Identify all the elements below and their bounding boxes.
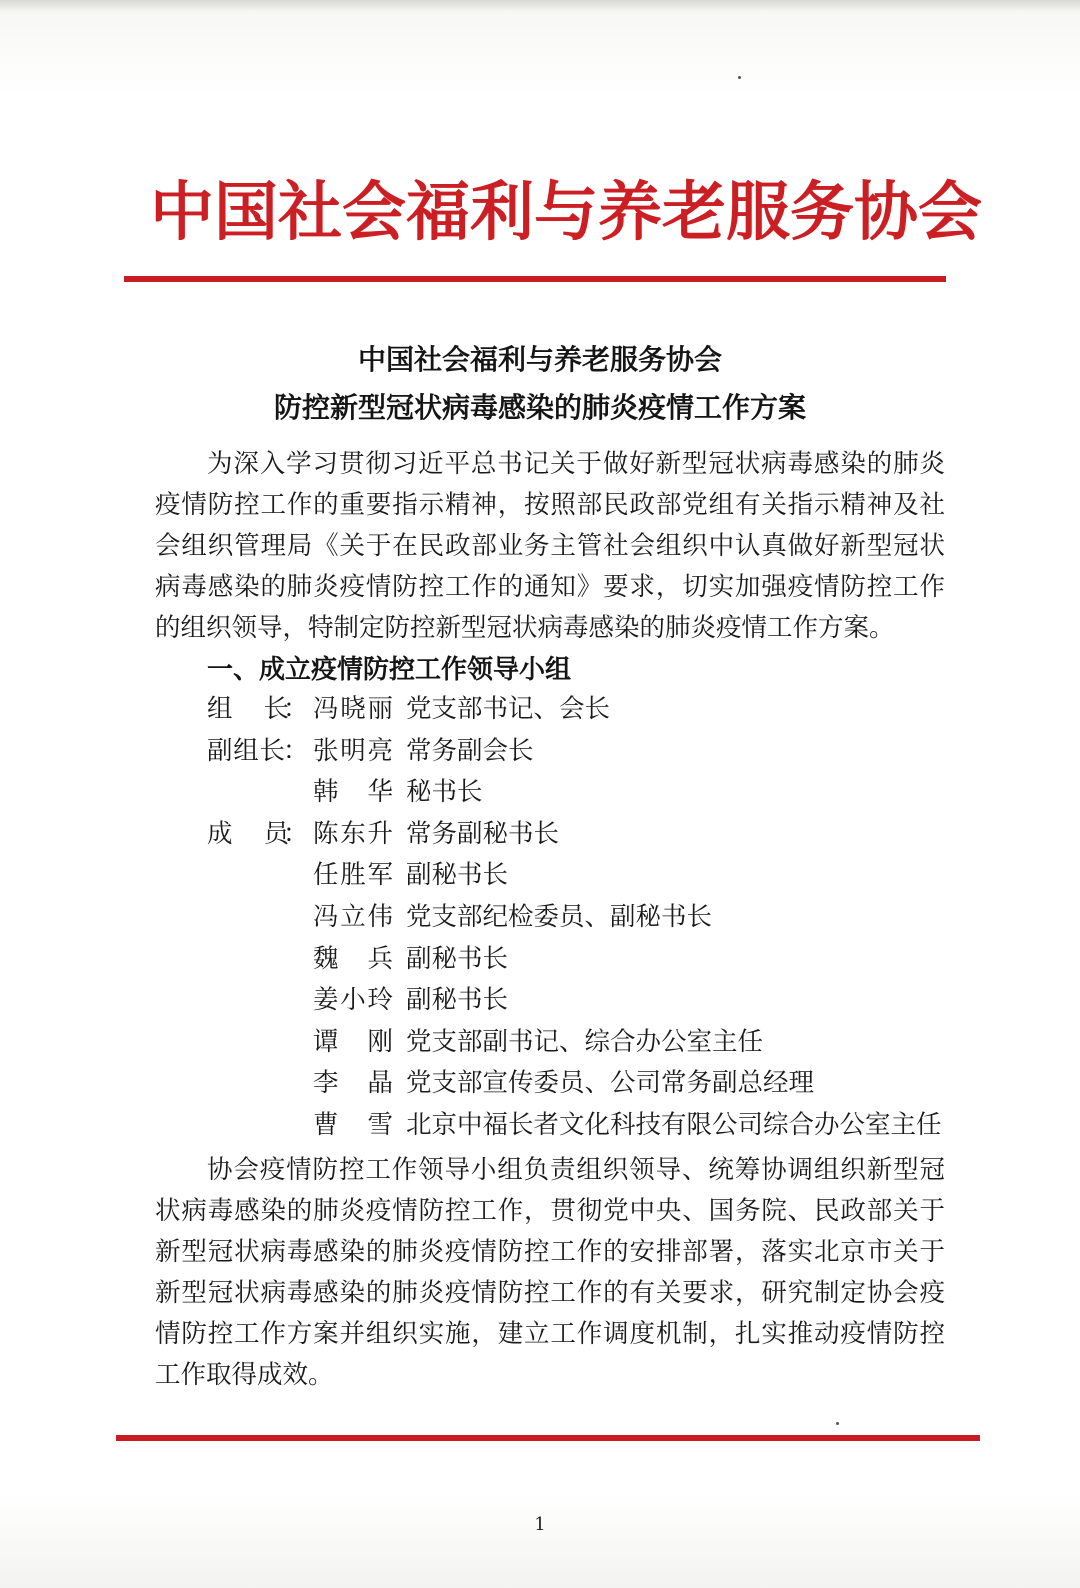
footer-red-rule [116, 1435, 980, 1441]
member-row [0, 1022, 1080, 1062]
member-name: 韩华 [313, 777, 393, 807]
member-name: 任胜军 [313, 860, 393, 890]
member-name: 谭刚 [313, 1027, 393, 1057]
member-title: 党支部书记、会长 [406, 694, 611, 724]
member-row [0, 1105, 1080, 1145]
member-title: 党支部副书记、综合办公室主任 [406, 1027, 764, 1057]
member-colon: ： [283, 694, 309, 724]
page-number: 1 [534, 1514, 546, 1535]
page-top-edge [0, 0, 1080, 12]
member-role: 成员 [207, 819, 289, 849]
member-row [0, 772, 1080, 812]
scan-speck [836, 1422, 839, 1425]
section-heading: 一、成立疫情防控工作领导小组 [207, 655, 572, 685]
letterhead-organization-name: 中国社会福利与养老服务协会 [150, 175, 982, 250]
member-name: 魏兵 [313, 944, 393, 974]
member-title: 北京中福长者文化科技有限公司综合办公室主任 [406, 1110, 942, 1140]
member-title: 党支部宣传委员、公司常务副总经理 [406, 1068, 815, 1098]
member-row [0, 980, 1080, 1020]
duty-paragraph: 协会疫情防控工作领导小组负责组织领导、统筹协调组织新型冠状病毒感染的肺炎疫情防控工作，贯彻党中央、国务院、民政部关于新型冠状病毒感染的肺炎疫情防控工作的安排部署，落实北京市关于新型冠状病毒感染的肺炎疫情防控工作的有关要求，研究制定协会疫情防控工作方案并组织实施，建立工作调度机制，扎实推动疫情防控工作取得成效。 [155, 1155, 945, 1390]
member-title: 常务副秘书长 [406, 819, 560, 849]
member-title: 党支部纪检委员、副秘书长 [406, 902, 713, 932]
member-title: 常务副会长 [406, 736, 534, 766]
member-name: 李晶 [313, 1068, 393, 1098]
member-row [0, 814, 1080, 854]
member-title: 副秘书长 [406, 860, 509, 890]
member-role: 组长 [207, 694, 289, 724]
member-colon: ： [283, 736, 309, 766]
member-row [0, 855, 1080, 895]
member-row [0, 897, 1080, 937]
member-title: 副秘书长 [406, 985, 509, 1015]
member-colon: ： [283, 819, 309, 849]
member-row [0, 939, 1080, 979]
member-name: 冯晓丽 [313, 694, 393, 724]
member-title: 副秘书长 [406, 944, 509, 974]
member-name: 姜小玲 [313, 985, 393, 1015]
member-title: 秘书长 [406, 777, 483, 807]
member-role: 副组长 [207, 736, 285, 766]
member-row [0, 731, 1080, 771]
member-row [0, 689, 1080, 729]
member-name: 陈东升 [313, 819, 393, 849]
member-name: 曹雪 [313, 1110, 393, 1140]
member-name: 张明亮 [313, 736, 393, 766]
document-title-line1: 中国社会福利与养老服务协会 [357, 343, 722, 376]
intro-paragraph: 为深入学习贯彻习近平总书记关于做好新型冠状病毒感染的肺炎疫情防控工作的重要指示精神，按照部民政部党组有关指示精神及社会组织管理局《关于在民政部业务主管社会组织中认真做好新型冠状病毒感染的肺炎疫情防控工作的通知》要求，切实加强疫情防控工作的组织领导，特制定防控新型冠状病毒感染的肺炎疫情工作方案。 [155, 449, 945, 643]
document-title-line2: 防控新型冠状病毒感染的肺炎疫情工作方案 [273, 391, 806, 424]
member-name: 冯立伟 [313, 902, 393, 932]
letterhead-red-rule [124, 276, 946, 282]
scan-speck [738, 76, 741, 79]
member-row [0, 1063, 1080, 1103]
